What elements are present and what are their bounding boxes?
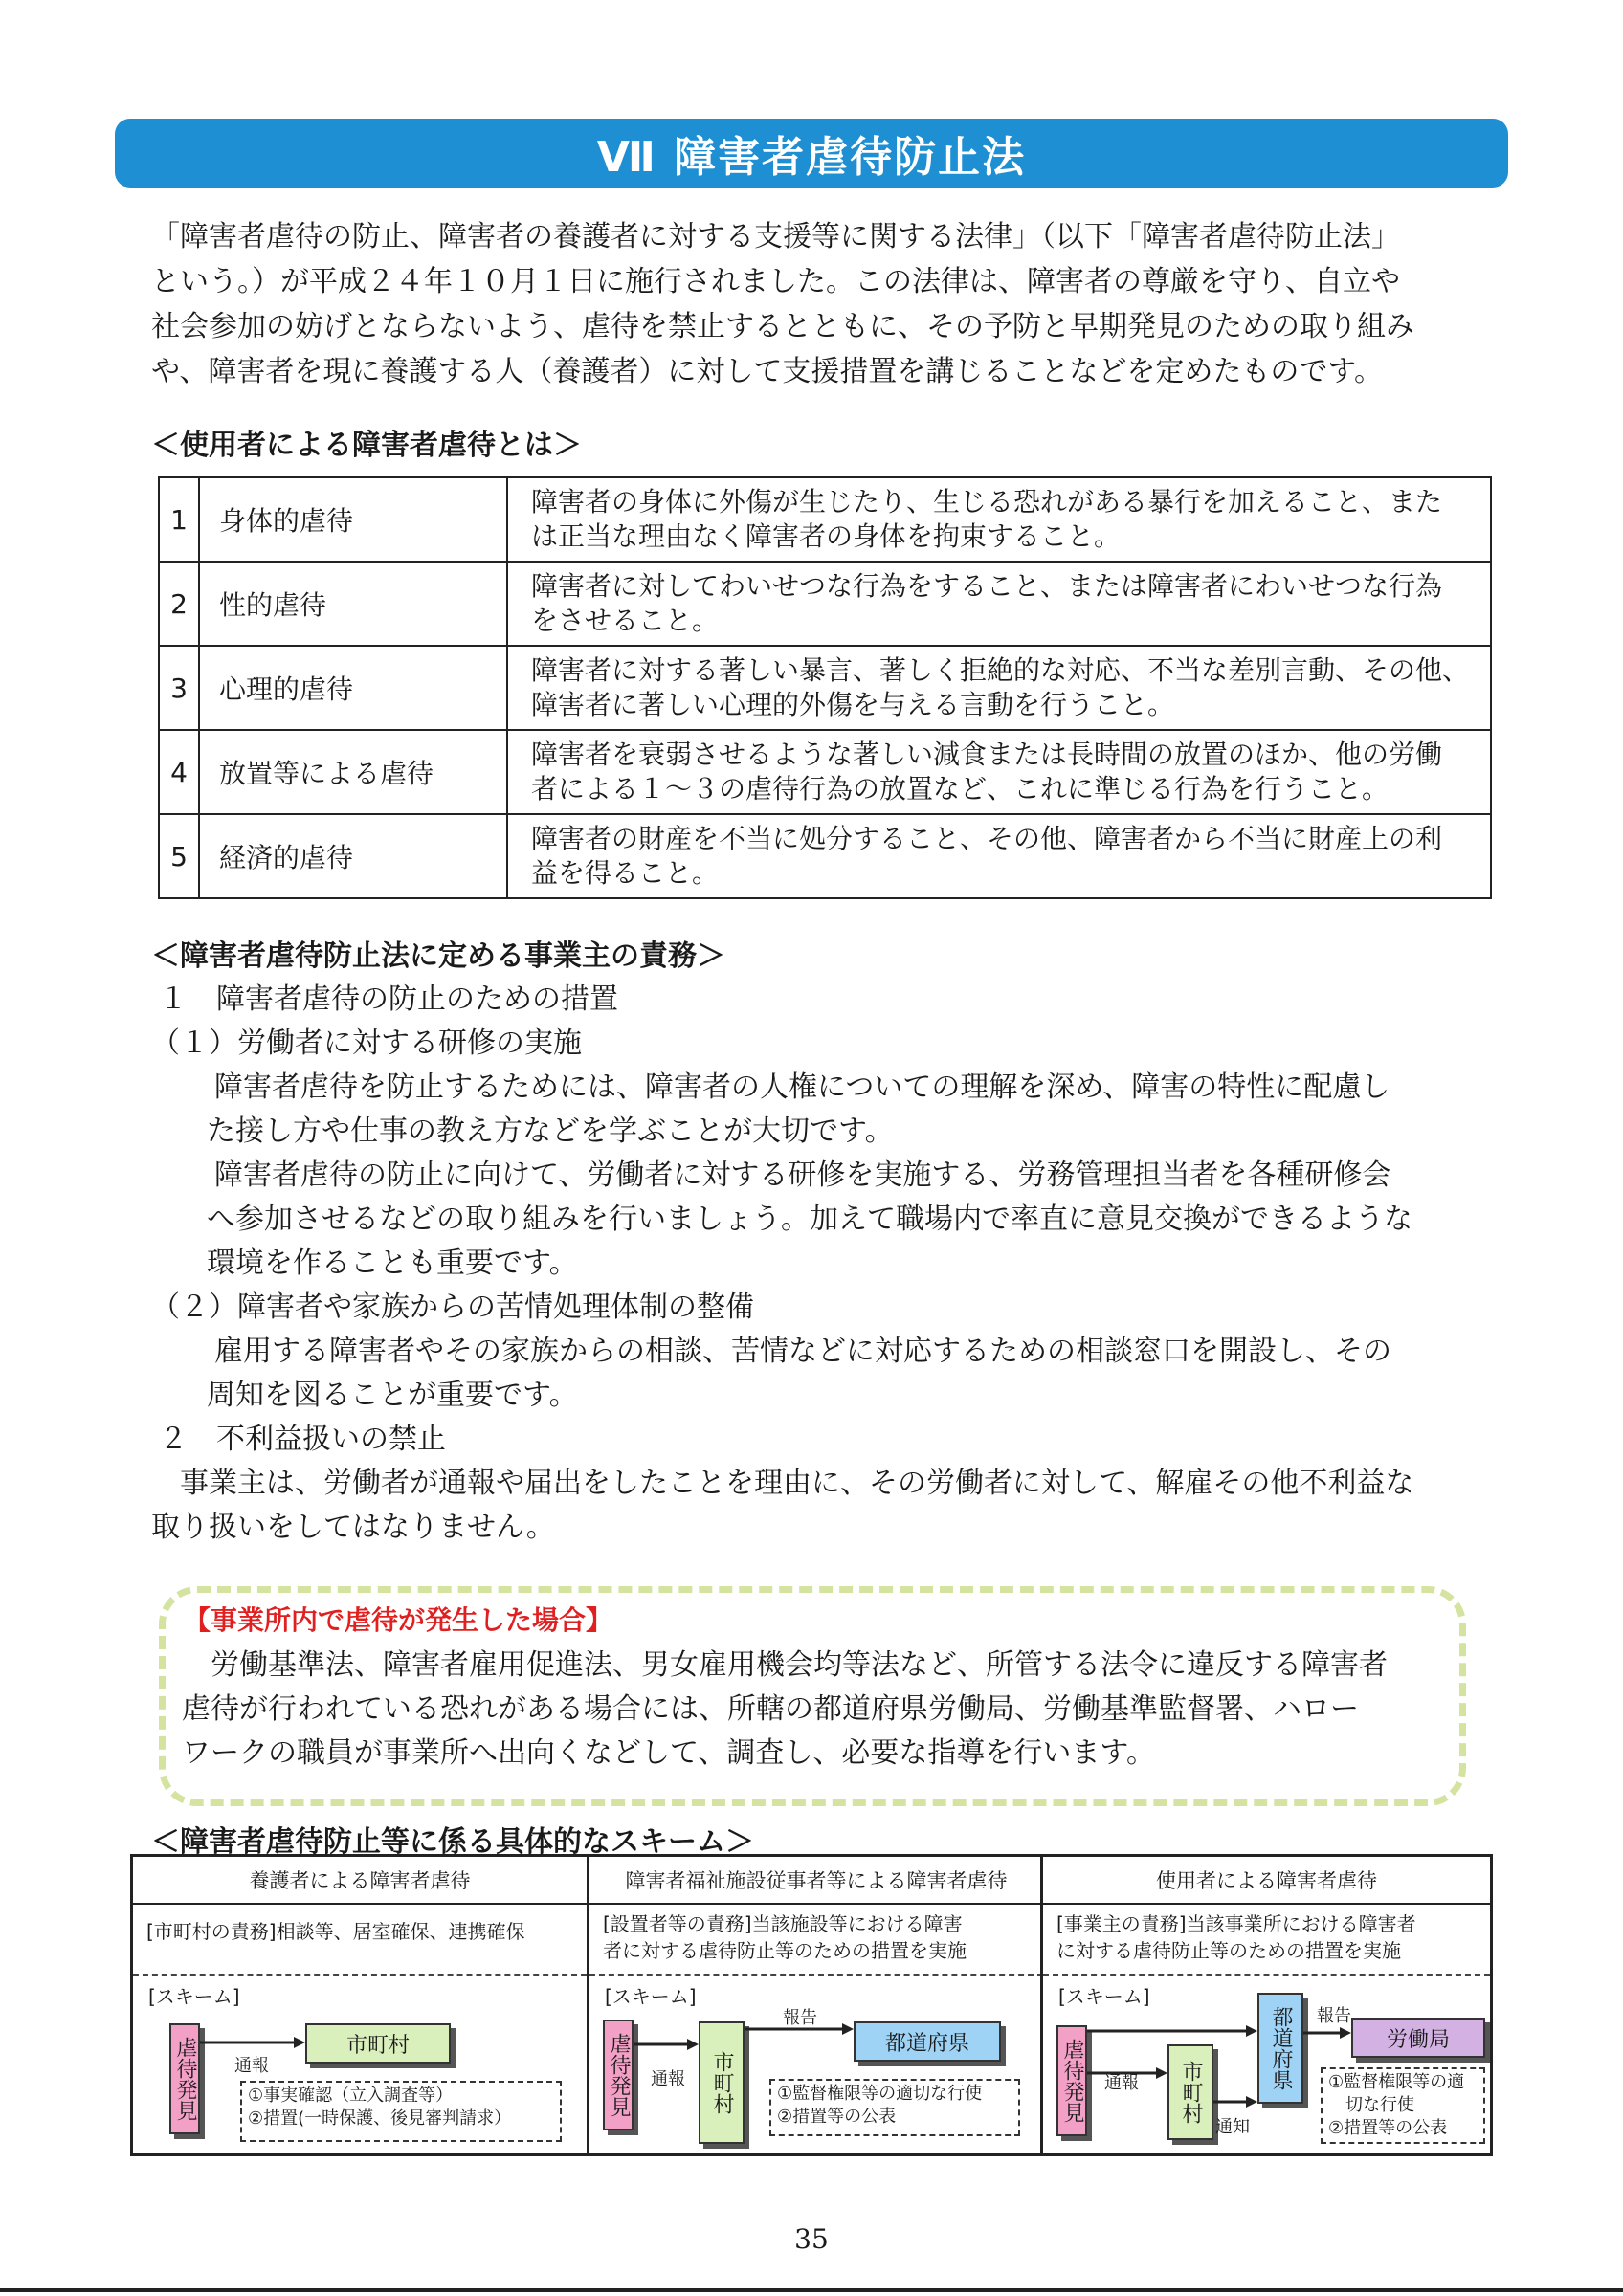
measures-box: ①事実確認（立入調査等） ②措置(一時保護、後見審判請求） [240, 2081, 562, 2142]
column-duty: [市町村の責務]相談等、居室確保、連携確保 [146, 1920, 525, 1943]
labour-bureau-box: 労働局 [1351, 2018, 1485, 2058]
intro-line: という。）が平成２４年１０月１日に施行されました。この法律は、障害者の尊厳を守り、自立や [151, 265, 1400, 298]
table-row [159, 814, 1491, 898]
row-number: 1 [159, 477, 199, 562]
scheme-label: [スキーム] [605, 1985, 697, 2008]
scheme-column-employer [1040, 1857, 1490, 2153]
duty-sub-2: （２）障害者や家族からの苦情処理体制の整備 [151, 1291, 754, 1324]
column-duty: [事業主の責務]当該事業所における障害者 に対する虐待防止等のための措置を実施 [1056, 1912, 1416, 1962]
report-label: 報告 [1317, 2006, 1351, 2026]
municipality-box: 市町村 [1167, 2044, 1213, 2140]
row-number: 2 [159, 562, 199, 646]
table-row [159, 730, 1491, 814]
intro-line: 「障害者虐待の防止、障害者の養護者に対する支援等に関する法律」（以下「障害者虐待防止法」 [151, 220, 1400, 254]
scheme-label: [スキーム] [148, 1985, 240, 2008]
abuse-discovery-box: 虐待発見 [1056, 2025, 1087, 2136]
scheme-heading: ＜障害者虐待防止等に係る具体的なスキーム＞ [151, 1825, 754, 1859]
row-number: 5 [159, 814, 199, 898]
measures-box: ①監督権限等の適切な行使 ②措置等の公表 [769, 2079, 1020, 2136]
table-row [159, 477, 1491, 562]
callout-body [182, 1644, 1445, 1776]
duties-heading: ＜障害者虐待防止法に定める事業主の責務＞ [151, 939, 725, 973]
chapter-title: Ⅶ 障害者虐待防止法 [596, 133, 1027, 182]
duty-text: た接し方や仕事の教え方などを学ぶことが大切です。 [207, 1115, 894, 1148]
prefecture-box: 都道府県 [1257, 1993, 1303, 2104]
abuse-discovery-box: 虐待発見 [169, 2023, 200, 2134]
employer-duties [151, 978, 1491, 1550]
abuse-description: 障害者に対してわいせつな行為をすること、または障害者にわいせつな行為 をさせること。 [507, 562, 1491, 646]
abuse-heading: ＜使用者による障害者虐待とは＞ [151, 429, 582, 462]
duty-item-2: ２ 不利益扱いの禁止 [159, 1423, 446, 1456]
duty-text: 障害者虐待の防止に向けて、労働者に対する研修を実施する、労務管理担当者を各種研修会 [214, 1159, 1391, 1192]
scheme-column-facility [587, 1857, 1043, 2153]
callout-line: 虐待が行われている恐れがある場合には、所轄の都道府県労働局、労働基準監督署、ハロー [182, 1692, 1359, 1726]
callout-line: ワークの職員が事業所へ出向くなどして、調査し、必要な指導を行います。 [182, 1736, 1155, 1770]
duty-text: 雇用する障害者やその家族からの相談、苦情などに対応するための相談窓口を開設し、その [214, 1335, 1391, 1368]
abuse-type: 経済的虐待 [199, 814, 507, 898]
notify-label: 通知 [1215, 2117, 1250, 2137]
row-number: 4 [159, 730, 199, 814]
bottom-rule [0, 2288, 1623, 2292]
flow-label: 通報 [1104, 2073, 1139, 2093]
municipality-box: 市町村 [699, 2021, 745, 2144]
duty-text: 環境を作ることも重要です。 [207, 1247, 578, 1280]
duty-text: 障害者虐待を防止するためには、障害者の人権についての理解を深め、障害の特性に配慮し [214, 1071, 1390, 1104]
scheme-column-caregiver [133, 1857, 587, 2153]
column-header: 使用者による障害者虐待 [1043, 1857, 1490, 1905]
flow-arrows [589, 1857, 1043, 2159]
abuse-description: 障害者の身体に外傷が生じたり、生じる恐れがある暴行を加えること、また は正当な理由なく障害者の身体を拘束すること。 [507, 477, 1491, 562]
duty-text: 事業主は、労働者が通報や届出をしたことを理由に、その労働者に対して、解雇その他不利益な [180, 1467, 1414, 1500]
abuse-type: 心理的虐待 [199, 646, 507, 730]
abuse-description: 障害者の財産を不当に処分すること、その他、障害者から不当に財産上の利 益を得ること。 [507, 814, 1491, 898]
duty-text: 周知を図ることが重要です。 [207, 1379, 578, 1412]
column-header: 養護者による障害者虐待 [133, 1857, 587, 1905]
abuse-type: 身体的虐待 [199, 477, 507, 562]
intro-line: 社会参加の妨げとならないよう、虐待を禁止するとともに、その予防と早期発見のための取り組み [151, 310, 1414, 343]
table-row [159, 646, 1491, 730]
measures-box: ①監督権限等の適 切な行使 ②措置等の公表 [1321, 2067, 1485, 2144]
abuse-description: 障害者を衰弱させるような著しい減食または長時間の放置のほか、他の労働 者による１～３の虐待行為の放置など、これに準じる行為を行うこと。 [507, 730, 1491, 814]
abuse-discovery-box: 虐待発見 [603, 2020, 634, 2130]
column-header: 障害者福祉施設従事者等による障害者虐待 [589, 1857, 1043, 1905]
duty-sub-1: （１）労働者に対する研修の実施 [151, 1027, 582, 1060]
column-duty: [設置者等の責務]当該施設等における障害 者に対する虐待防止等のための措置を実施 [603, 1912, 967, 1962]
table-row [159, 562, 1491, 646]
row-number: 3 [159, 646, 199, 730]
flow-arrows [133, 1857, 587, 2159]
duty-text: 取り扱いをしてはなりません。 [151, 1511, 555, 1544]
scheme-label: [スキーム] [1058, 1985, 1150, 2008]
scheme-table [130, 1854, 1493, 2156]
page-number: 35 [794, 2223, 829, 2255]
flow-label: 通報 [651, 2069, 685, 2089]
report-label: 報告 [783, 2008, 817, 2028]
municipality-box: 市町村 [305, 2023, 451, 2064]
chapter-title-bar [115, 119, 1508, 188]
prefecture-box: 都道府県 [854, 2021, 1001, 2062]
abuse-type: 性的虐待 [199, 562, 507, 646]
abuse-type: 放置等による虐待 [199, 730, 507, 814]
flow-label: 通報 [234, 2056, 269, 2076]
duty-text: へ参加させるなどの取り組みを行いましょう。加えて職場内で率直に意見交換ができるような [207, 1203, 1412, 1236]
flow-arrows [1043, 1857, 1499, 2159]
callout-line: 労働基準法、障害者雇用促進法、男女雇用機会均等法など、所管する法令に違反する障害者 [211, 1648, 1388, 1682]
abuse-description: 障害者に対する著しい暴言、著しく拒絶的な対応、不当な差別言動、その他、 障害者に著しい心理的外傷を与える言動を行うこと。 [507, 646, 1491, 730]
callout-title: 【事業所内で虐待が発生した場合】 [184, 1604, 613, 1636]
intro-line: や、障害者を現に養護する人（養護者）に対して支援措置を講じることなどを定めたものです。 [151, 355, 1383, 388]
abuse-types-table [158, 476, 1492, 899]
duty-item-1: １ 障害者虐待の防止のための措置 [159, 982, 618, 1016]
intro-paragraph [151, 214, 1472, 394]
